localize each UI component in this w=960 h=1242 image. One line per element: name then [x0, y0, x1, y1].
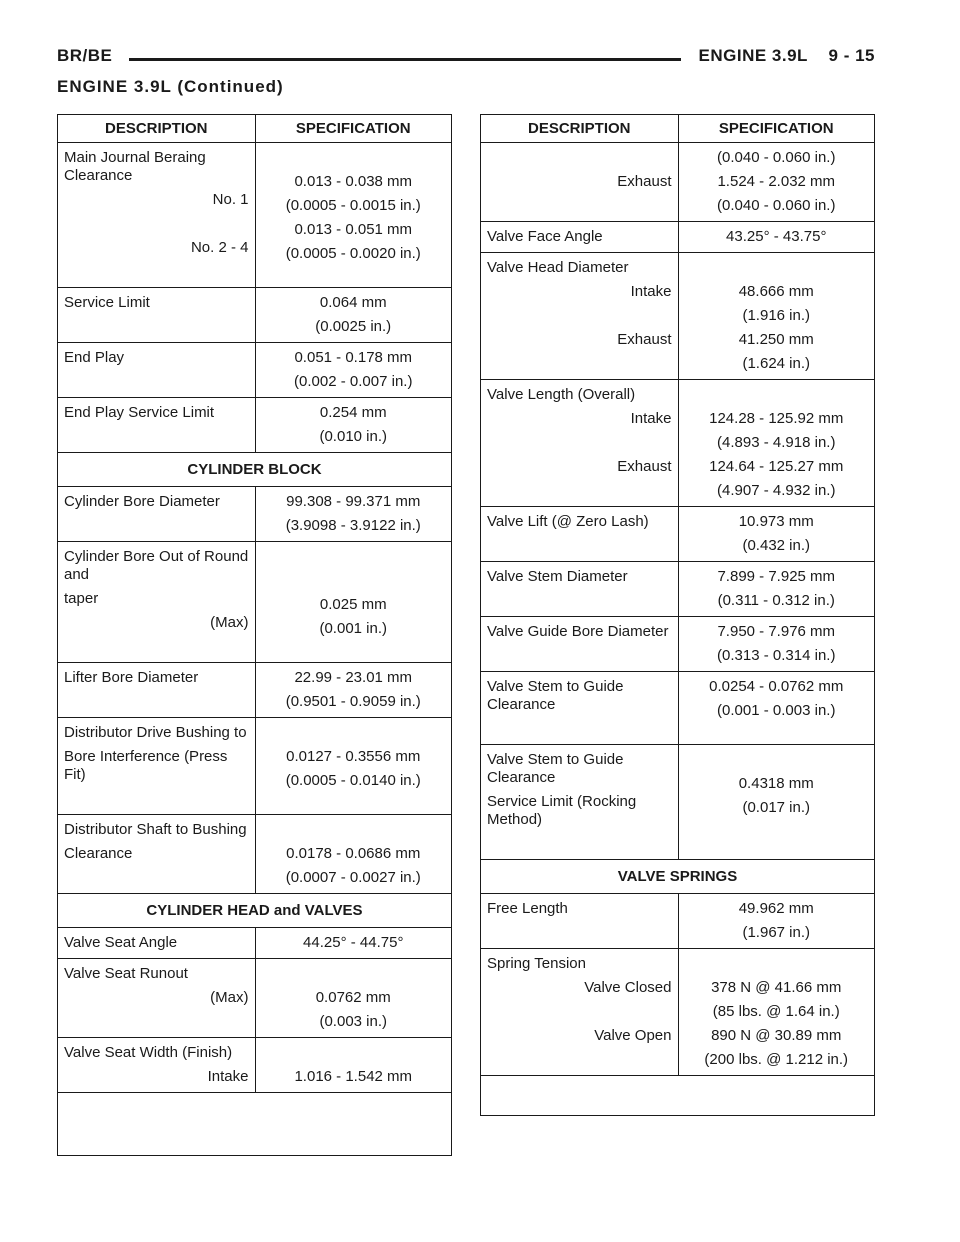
spec-row — [481, 253, 874, 380]
specification-line: 124.28 - 125.92 mm — [709, 410, 844, 427]
description-line — [487, 197, 672, 215]
description-line: Clearance — [64, 845, 133, 862]
description-line: Free Length — [487, 900, 568, 917]
spec-row — [481, 672, 874, 745]
description-line: Valve Closed — [584, 979, 672, 996]
description-line: Service Limit (Rocking Method) — [487, 793, 637, 828]
specification-cell — [678, 253, 874, 380]
specification-line — [685, 955, 869, 973]
description-cell — [58, 487, 255, 542]
specification-cell — [678, 222, 874, 253]
description-line: Spring Tension — [487, 955, 586, 972]
description-line — [487, 434, 672, 452]
column-header-specification: SPECIFICATION — [678, 115, 874, 143]
description-line: Distributor Drive Bushing to — [64, 724, 247, 741]
spec-row — [58, 815, 451, 894]
description-cell — [481, 745, 678, 860]
description-line — [487, 482, 672, 500]
spec-row — [58, 343, 451, 398]
description-line — [64, 638, 249, 656]
column-header-specification: SPECIFICATION — [255, 115, 451, 143]
spec-row — [58, 959, 451, 1038]
section-heading-row — [58, 894, 451, 928]
specification-line — [685, 259, 869, 277]
description-line: Cylinder Bore Diameter — [64, 493, 220, 510]
description-line: Valve Seat Runout — [64, 965, 188, 982]
specification-line: (0.001 - 0.003 in.) — [717, 702, 836, 719]
description-line — [487, 1003, 672, 1021]
specification-line: (4.907 - 4.932 in.) — [717, 482, 836, 499]
specification-line — [262, 965, 446, 983]
description-cell — [481, 562, 678, 617]
specification-cell — [255, 542, 451, 663]
specification-line: (85 lbs. @ 1.64 in.) — [712, 1003, 840, 1020]
spec-row — [58, 663, 451, 718]
description-line: Valve Seat Width (Finish) — [64, 1044, 233, 1061]
specification-cell — [255, 663, 451, 718]
description-line: No. 1 — [212, 191, 249, 208]
description-cell — [58, 542, 255, 663]
spec-row — [481, 222, 874, 253]
description-line — [487, 537, 672, 555]
description-cell — [58, 928, 255, 959]
section-heading: VALVE SPRINGS — [481, 860, 874, 894]
description-cell — [481, 894, 678, 949]
description-cell — [58, 143, 255, 288]
spec-row — [481, 562, 874, 617]
specification-cell — [678, 380, 874, 507]
spec-row — [481, 143, 874, 222]
table-body — [481, 143, 874, 1076]
specification-line — [262, 548, 446, 566]
spec-row — [58, 542, 451, 663]
description-line: Distributor Shaft to Bushing — [64, 821, 247, 838]
column-header-description: DESCRIPTION — [58, 115, 255, 143]
header-rule — [129, 58, 681, 61]
description-line: Exhaust — [617, 331, 672, 348]
specification-line — [262, 572, 446, 590]
specification-line: 43.25° - 43.75° — [726, 228, 827, 245]
description-line: Valve Stem to Guide Clearance — [487, 751, 624, 786]
specification-line: 0.0254 - 0.0762 mm — [709, 678, 844, 695]
header-section-page: ENGINE 3.9L 9 - 15 — [698, 46, 875, 65]
specification-line: (4.893 - 4.918 in.) — [717, 434, 836, 451]
specification-cell — [255, 1038, 451, 1093]
specification-cell — [678, 617, 874, 672]
specification-line: (0.313 - 0.314 in.) — [717, 647, 836, 664]
description-line: Valve Open — [594, 1027, 672, 1044]
description-line: Exhaust — [617, 173, 672, 190]
description-line: Valve Seat Angle — [64, 934, 178, 951]
description-cell — [58, 663, 255, 718]
specification-line — [262, 149, 446, 167]
section-heading: CYLINDER BLOCK — [58, 453, 451, 487]
description-line: Valve Head Diameter — [487, 259, 629, 276]
specification-line: 7.950 - 7.976 mm — [717, 623, 836, 640]
description-line — [487, 924, 672, 942]
description-cell — [481, 672, 678, 745]
description-cell — [58, 815, 255, 894]
description-cell — [481, 253, 678, 380]
specification-line: 0.013 - 0.038 mm — [294, 173, 413, 190]
specification-cell — [678, 672, 874, 745]
specification-cell — [255, 288, 451, 343]
spec-row — [58, 288, 451, 343]
specification-line: (0.0005 - 0.0015 in.) — [285, 197, 421, 214]
description-cell — [481, 143, 678, 222]
spec-row — [481, 617, 874, 672]
description-cell — [481, 222, 678, 253]
description-line: Valve Guide Bore Diameter — [487, 623, 669, 640]
description-line — [487, 307, 672, 325]
description-line — [487, 1051, 672, 1069]
description-cell — [58, 718, 255, 815]
spec-row — [58, 718, 451, 815]
specification-line: 0.254 mm — [319, 404, 387, 421]
specification-line: 99.308 - 99.371 mm — [286, 493, 421, 510]
description-line — [64, 869, 249, 887]
description-cell — [481, 949, 678, 1076]
description-line: Bore Interference (Press Fit) — [64, 748, 228, 783]
specification-line — [685, 386, 869, 404]
specification-line: (0.002 - 0.007 in.) — [294, 373, 413, 390]
description-line: Service Limit — [64, 294, 150, 311]
specification-line: (0.010 in.) — [319, 428, 388, 445]
description-line — [64, 318, 249, 336]
specification-line: 1.016 - 1.542 mm — [294, 1068, 413, 1085]
specification-line: 0.064 mm — [319, 294, 387, 311]
spec-row — [481, 507, 874, 562]
specification-cell — [255, 928, 451, 959]
table-header-row — [481, 115, 874, 143]
specification-line: 0.0178 - 0.0686 mm — [286, 845, 421, 862]
specification-line: 48.666 mm — [738, 283, 814, 300]
description-line: (Max) — [210, 989, 249, 1006]
description-cell — [481, 507, 678, 562]
specification-cell — [255, 343, 451, 398]
description-line: Intake — [630, 283, 672, 300]
specification-line: 0.013 - 0.051 mm — [294, 221, 413, 238]
specification-line: (200 lbs. @ 1.212 in.) — [704, 1051, 849, 1068]
specification-cell — [255, 718, 451, 815]
description-cell — [58, 343, 255, 398]
specification-cell — [255, 143, 451, 288]
spec-row — [481, 380, 874, 507]
section-heading: CYLINDER HEAD and VALVES — [58, 894, 451, 928]
description-cell — [58, 398, 255, 453]
spec-row — [58, 398, 451, 453]
specification-cell — [678, 949, 874, 1076]
specification-line — [262, 1044, 446, 1062]
specification-line: (0.040 - 0.060 in.) — [717, 197, 836, 214]
specification-line: (0.311 - 0.312 in.) — [717, 592, 835, 609]
spec-table-right — [480, 114, 875, 1116]
column-header-description: DESCRIPTION — [481, 115, 678, 143]
specification-line: (1.967 in.) — [742, 924, 811, 941]
specification-line: (0.040 - 0.060 in.) — [717, 149, 836, 166]
description-line — [64, 373, 249, 391]
specification-line: (3.9098 - 3.9122 in.) — [285, 517, 421, 534]
specification-cell — [678, 745, 874, 860]
specification-line: (0.9501 - 0.9059 in.) — [285, 693, 421, 710]
specification-line: (0.0007 - 0.0027 in.) — [285, 869, 421, 886]
section-heading-row — [481, 860, 874, 894]
specification-line — [262, 821, 446, 839]
specification-line: 890 N @ 30.89 mm — [711, 1027, 842, 1044]
table-header-row — [58, 115, 451, 143]
specification-line: (0.001 in.) — [319, 620, 388, 637]
description-line: taper — [64, 590, 99, 607]
specification-line: 41.250 mm — [738, 331, 814, 348]
description-line: Main Journal Beraing Clearance — [64, 149, 206, 184]
specification-line: 124.64 - 125.27 mm — [709, 458, 844, 475]
specification-line: 378 N @ 41.66 mm — [711, 979, 842, 996]
description-line — [64, 263, 249, 281]
description-line — [487, 149, 672, 167]
specification-cell — [255, 815, 451, 894]
specification-line: (0.0025 in.) — [315, 318, 392, 335]
table-body — [58, 143, 451, 1093]
description-line — [64, 517, 249, 535]
specification-line: (0.003 in.) — [319, 1013, 388, 1030]
spec-row — [58, 928, 451, 959]
specification-line — [262, 724, 446, 742]
specification-line: (1.916 in.) — [742, 307, 811, 324]
specification-line: 0.051 - 0.178 mm — [294, 349, 413, 366]
page-subtitle: ENGINE 3.9L (Continued) — [57, 77, 284, 96]
description-line — [487, 720, 672, 738]
description-line — [487, 835, 672, 853]
specification-line: 44.25° - 44.75° — [303, 934, 404, 951]
description-line: Valve Face Angle — [487, 228, 603, 245]
specification-line: 49.962 mm — [738, 900, 814, 917]
specification-cell — [255, 487, 451, 542]
description-line: Exhaust — [617, 458, 672, 475]
description-line: End Play — [64, 349, 125, 366]
spec-row — [58, 487, 451, 542]
description-cell — [58, 1038, 255, 1093]
description-line — [64, 215, 249, 233]
description-line: Valve Stem Diameter — [487, 568, 628, 585]
description-line: Valve Length (Overall) — [487, 386, 636, 403]
description-line — [64, 428, 249, 446]
description-line: Valve Stem to Guide Clearance — [487, 678, 624, 713]
page-header — [57, 46, 875, 72]
specification-line: 22.99 - 23.01 mm — [294, 669, 413, 686]
description-line: Intake — [207, 1068, 249, 1085]
specification-line: 0.0762 mm — [315, 989, 391, 1006]
description-cell — [58, 288, 255, 343]
specification-line: 7.899 - 7.925 mm — [717, 568, 836, 585]
spec-row — [481, 745, 874, 860]
specification-cell — [678, 507, 874, 562]
description-cell — [58, 959, 255, 1038]
specification-cell — [678, 143, 874, 222]
specification-line — [685, 751, 869, 769]
spec-row — [58, 143, 451, 288]
description-line — [487, 647, 672, 665]
specification-line: 0.4318 mm — [738, 775, 814, 792]
description-line — [64, 790, 249, 808]
specification-line: (0.432 in.) — [742, 537, 811, 554]
specification-line: (0.0005 - 0.0140 in.) — [285, 772, 421, 789]
description-line — [64, 1013, 249, 1031]
spec-table-left — [57, 114, 452, 1156]
specification-cell — [678, 894, 874, 949]
description-cell — [481, 617, 678, 672]
specification-line: 10.973 mm — [738, 513, 814, 530]
description-line: No. 2 - 4 — [190, 239, 249, 256]
specification-line: (0.017 in.) — [742, 799, 811, 816]
description-line: Intake — [630, 410, 672, 427]
specification-cell — [255, 959, 451, 1038]
specification-line: 0.0127 - 0.3556 mm — [286, 748, 421, 765]
specification-line: (0.0005 - 0.0020 in.) — [285, 245, 421, 262]
section-heading-row — [58, 453, 451, 487]
spec-row — [481, 894, 874, 949]
description-line: Valve Lift (@ Zero Lash) — [487, 513, 649, 530]
header-vehicle-code: BR/BE — [57, 46, 113, 65]
specification-line: (1.624 in.) — [742, 355, 811, 372]
description-line: Cylinder Bore Out of Round and — [64, 548, 249, 583]
specification-line: 0.025 mm — [319, 596, 387, 613]
specification-cell — [678, 562, 874, 617]
description-line — [487, 355, 672, 373]
specification-cell — [255, 398, 451, 453]
description-cell — [481, 380, 678, 507]
description-line — [64, 693, 249, 711]
description-line: (Max) — [210, 614, 249, 631]
description-line: Lifter Bore Diameter — [64, 669, 199, 686]
description-line: End Play Service Limit — [64, 404, 215, 421]
spec-row — [58, 1038, 451, 1093]
description-line — [487, 592, 672, 610]
specification-line: 1.524 - 2.032 mm — [717, 173, 836, 190]
spec-row — [481, 949, 874, 1076]
